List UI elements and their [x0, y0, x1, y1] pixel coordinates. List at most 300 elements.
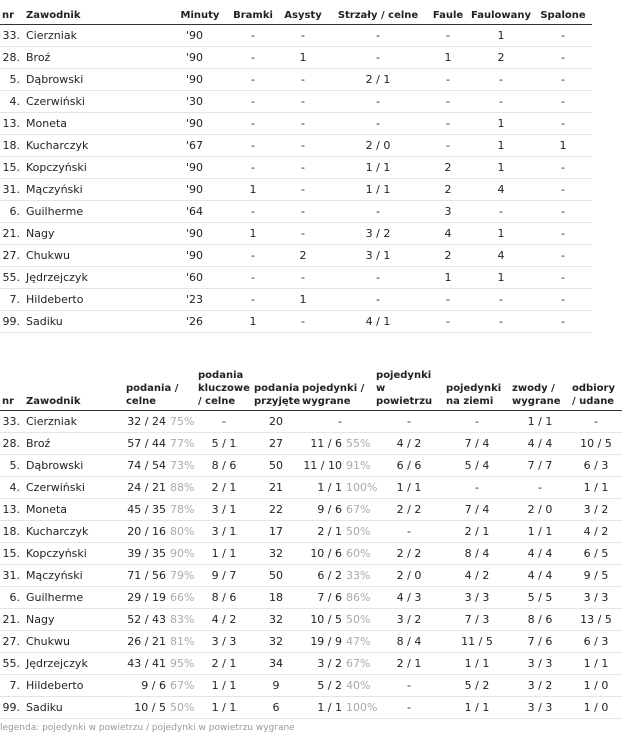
- table-cell: 5 / 4: [444, 455, 510, 477]
- table-cell: 39 / 35: [124, 543, 168, 565]
- table-cell: 3 / 3: [570, 587, 622, 609]
- table-row: [0, 113, 592, 135]
- table-cell: -: [278, 267, 328, 289]
- table-cell: -: [228, 25, 278, 47]
- table-cell: 13.: [0, 499, 24, 521]
- table-cell: -: [228, 69, 278, 91]
- table-cell: 43 / 41: [124, 653, 168, 675]
- table-cell: 29 / 19: [124, 587, 168, 609]
- table-cell: 6: [252, 697, 300, 719]
- table-cell: 5.: [0, 69, 24, 91]
- table-cell: -: [228, 113, 278, 135]
- table-row: [0, 411, 622, 433]
- table-cell: -: [328, 25, 428, 47]
- table-row: [0, 565, 622, 587]
- table-cell: 1 / 0: [570, 697, 622, 719]
- table-cell: -: [428, 25, 468, 47]
- col-header: Bramki: [228, 0, 278, 25]
- col-header: Minuty: [172, 0, 228, 25]
- table-cell: 1 / 1: [570, 653, 622, 675]
- table-cell: 7 / 7: [510, 455, 570, 477]
- table-cell: Kucharczyk: [24, 135, 172, 157]
- table-cell: '90: [172, 157, 228, 179]
- percent-cell: 100%: [344, 477, 374, 499]
- table-cell: 74 / 54: [124, 455, 168, 477]
- table-row: [0, 25, 592, 47]
- table-header-row: [0, 0, 592, 25]
- table-cell: Hildeberto: [24, 289, 172, 311]
- table-cell: '90: [172, 69, 228, 91]
- table-cell: 6 / 6: [374, 455, 444, 477]
- table-cell: -: [428, 311, 468, 333]
- col-header: Zawodnik: [24, 0, 172, 25]
- table-row: [0, 267, 592, 289]
- table-cell: Kopczyński: [24, 157, 172, 179]
- table-cell: 4 / 4: [510, 565, 570, 587]
- table-cell: 1: [534, 135, 592, 157]
- table-cell: 8 / 6: [196, 587, 252, 609]
- table-cell: 45 / 35: [124, 499, 168, 521]
- table-row: [0, 91, 592, 113]
- percent-cell: 91%: [344, 455, 374, 477]
- table-cell: -: [278, 69, 328, 91]
- table-cell: '23: [172, 289, 228, 311]
- table-row: [0, 69, 592, 91]
- table-row: [0, 179, 592, 201]
- table-row: [0, 587, 622, 609]
- table-row: [0, 433, 622, 455]
- table-cell: 18: [252, 587, 300, 609]
- table-cell: 1: [278, 289, 328, 311]
- table-cell: 1 / 1: [444, 697, 510, 719]
- table-cell: 28.: [0, 47, 24, 69]
- table-cell: 7 / 4: [444, 433, 510, 455]
- percent-cell: 86%: [344, 587, 374, 609]
- table-cell: 2 / 2: [374, 499, 444, 521]
- table-cell: 1: [278, 47, 328, 69]
- table-cell: 32: [252, 609, 300, 631]
- table-cell: Kopczyński: [24, 543, 124, 565]
- table-row: [0, 245, 592, 267]
- table-cell: -: [278, 25, 328, 47]
- percent-cell: 81%: [168, 631, 196, 653]
- table-cell: -: [228, 91, 278, 113]
- table-cell: 10 / 5: [300, 609, 344, 631]
- table-cell: -: [534, 267, 592, 289]
- table-cell: Mączyński: [24, 179, 172, 201]
- table-cell: Cierzniak: [24, 411, 124, 433]
- table-cell: '30: [172, 91, 228, 113]
- legend-note: legenda: pojedynki w powietrzu / pojedynki w powietrzu wygrane: [0, 723, 295, 733]
- table-cell: 55.: [0, 267, 24, 289]
- table-cell: -: [278, 91, 328, 113]
- table-row: [0, 631, 622, 653]
- table-cell: 6 / 3: [570, 455, 622, 477]
- table-cell: -: [328, 47, 428, 69]
- table-cell: 5 / 2: [300, 675, 344, 697]
- table-cell: 15.: [0, 157, 24, 179]
- table-cell: 1 / 1: [510, 521, 570, 543]
- table-cell: 32: [252, 631, 300, 653]
- table-cell: Dąbrowski: [24, 69, 172, 91]
- col-header: zwody / wygrane: [510, 362, 570, 411]
- table-cell: -: [228, 135, 278, 157]
- table-cell: -: [278, 157, 328, 179]
- table-cell: 4 / 3: [374, 587, 444, 609]
- percent-cell: 50%: [344, 521, 374, 543]
- table-cell: 27.: [0, 631, 24, 653]
- table-row: [0, 157, 592, 179]
- table-cell: -: [428, 135, 468, 157]
- table-cell: 33.: [0, 411, 24, 433]
- table-cell: 20: [252, 411, 300, 433]
- table-cell: -: [534, 311, 592, 333]
- table-cell: -: [428, 289, 468, 311]
- percent-cell: 60%: [344, 543, 374, 565]
- table-cell: -: [534, 157, 592, 179]
- table-cell: 2 / 2: [374, 543, 444, 565]
- table-cell: 2 / 1: [328, 69, 428, 91]
- table-cell: -: [468, 201, 534, 223]
- table-row: [0, 455, 622, 477]
- table-cell: '64: [172, 201, 228, 223]
- table-row: [0, 653, 622, 675]
- table-cell: 4 / 2: [374, 433, 444, 455]
- table-cell: 1 / 1: [374, 477, 444, 499]
- table-cell: 6.: [0, 587, 24, 609]
- table-cell: 1 / 0: [570, 675, 622, 697]
- table-row: [0, 201, 592, 223]
- table-cell: 4 / 4: [510, 543, 570, 565]
- col-header: odbiory / udane: [570, 362, 622, 411]
- table-cell: -: [428, 113, 468, 135]
- table-cell: 10 / 5: [124, 697, 168, 719]
- table-cell: 1: [228, 311, 278, 333]
- table-cell: 18.: [0, 135, 24, 157]
- percent-cell: 79%: [168, 565, 196, 587]
- table-cell: 57 / 44: [124, 433, 168, 455]
- table-cell: -: [328, 201, 428, 223]
- table-cell: 4 / 2: [444, 565, 510, 587]
- table-cell: '90: [172, 223, 228, 245]
- table-cell: -: [534, 223, 592, 245]
- table-cell: 1 / 1: [196, 697, 252, 719]
- table-row: [0, 289, 592, 311]
- table-cell: 1: [468, 113, 534, 135]
- table-cell: '90: [172, 179, 228, 201]
- table-row: [0, 697, 622, 719]
- table-cell: 8 / 4: [374, 631, 444, 653]
- table-cell: 99.: [0, 697, 24, 719]
- table-cell: -: [328, 289, 428, 311]
- table-cell: -: [428, 69, 468, 91]
- table-cell: 4.: [0, 477, 24, 499]
- table-cell: 3 / 1: [328, 245, 428, 267]
- col-header: Faulowany: [468, 0, 534, 25]
- table-cell: 6.: [0, 201, 24, 223]
- table-cell: Kucharczyk: [24, 521, 124, 543]
- col-header: Faule: [428, 0, 468, 25]
- table-cell: 21.: [0, 223, 24, 245]
- table-cell: 2 / 1: [300, 521, 344, 543]
- col-header: Spalone: [534, 0, 592, 25]
- table-cell: 7 / 6: [300, 587, 344, 609]
- table-cell: Czerwiński: [24, 477, 124, 499]
- table-cell: 1: [428, 267, 468, 289]
- table-header-row: [0, 362, 622, 411]
- table-cell: -: [534, 113, 592, 135]
- table-cell: 9 / 7: [196, 565, 252, 587]
- percent-cell: 50%: [168, 697, 196, 719]
- table-row: [0, 675, 622, 697]
- table-cell: -: [228, 245, 278, 267]
- table-row: [0, 311, 592, 333]
- table-cell: -: [534, 179, 592, 201]
- table-cell: 3 / 3: [196, 631, 252, 653]
- table-cell: 1 / 1: [444, 653, 510, 675]
- table-cell: -: [278, 223, 328, 245]
- col-header: Zawodnik: [24, 362, 124, 411]
- table-cell: 52 / 43: [124, 609, 168, 631]
- table-cell: 21: [252, 477, 300, 499]
- table-row: [0, 477, 622, 499]
- table-cell: Nagy: [24, 609, 124, 631]
- table-cell: -: [278, 201, 328, 223]
- table-cell: -: [328, 91, 428, 113]
- percent-cell: 88%: [168, 477, 196, 499]
- table-cell: 8 / 6: [196, 455, 252, 477]
- table-cell: Dąbrowski: [24, 455, 124, 477]
- table-cell: 4.: [0, 91, 24, 113]
- table-cell: Chukwu: [24, 631, 124, 653]
- table-cell: 1: [468, 157, 534, 179]
- table-cell: 4 / 2: [570, 521, 622, 543]
- table-cell: 7.: [0, 289, 24, 311]
- col-header: pojedynki na ziemi: [444, 362, 510, 411]
- table-cell: 2 / 0: [510, 499, 570, 521]
- percent-cell: 50%: [344, 609, 374, 631]
- table-cell: Hildeberto: [24, 675, 124, 697]
- table-cell: 21.: [0, 609, 24, 631]
- table-cell: 2 / 0: [328, 135, 428, 157]
- percent-cell: 55%: [344, 433, 374, 455]
- table-cell: 1 / 1: [300, 477, 344, 499]
- table-cell: 1: [468, 135, 534, 157]
- table-cell: -: [468, 289, 534, 311]
- table-cell: 32: [252, 543, 300, 565]
- percent-cell: 80%: [168, 521, 196, 543]
- table-cell: 9 / 6: [300, 499, 344, 521]
- table-cell: 28.: [0, 433, 24, 455]
- table-cell: 5.: [0, 455, 24, 477]
- percent-cell: 66%: [168, 587, 196, 609]
- table-cell: -: [534, 69, 592, 91]
- table-cell: 2 / 1: [196, 477, 252, 499]
- table-cell: 3: [428, 201, 468, 223]
- percent-cell: 75%: [168, 411, 196, 433]
- table-cell: 7 / 3: [444, 609, 510, 631]
- table-cell: 13.: [0, 113, 24, 135]
- table-cell: -: [468, 91, 534, 113]
- table-cell: Cierzniak: [24, 25, 172, 47]
- col-header: Asysty: [278, 0, 328, 25]
- table-cell: 3 / 1: [196, 499, 252, 521]
- table-cell: 24 / 21: [124, 477, 168, 499]
- table-cell: 3 / 3: [444, 587, 510, 609]
- table-cell: 1 / 1: [196, 543, 252, 565]
- table-cell: -: [468, 311, 534, 333]
- table-cell: 2: [428, 179, 468, 201]
- table-cell: 4 / 1: [328, 311, 428, 333]
- table-cell: 3 / 2: [328, 223, 428, 245]
- table-cell: -: [534, 47, 592, 69]
- percent-cell: 78%: [168, 499, 196, 521]
- table-cell: Moneta: [24, 113, 172, 135]
- table-cell: Jędrzejczyk: [24, 267, 172, 289]
- table-cell: 50: [252, 565, 300, 587]
- table-cell: -: [468, 69, 534, 91]
- percent-cell: 47%: [344, 631, 374, 653]
- percent-cell: 100%: [344, 697, 374, 719]
- table-cell: Chukwu: [24, 245, 172, 267]
- table-cell: -: [534, 91, 592, 113]
- table-row: [0, 223, 592, 245]
- table-cell: 71 / 56: [124, 565, 168, 587]
- table-cell: -: [510, 477, 570, 499]
- table-cell: 1: [468, 223, 534, 245]
- table-cell: 1: [228, 223, 278, 245]
- table-cell: '26: [172, 311, 228, 333]
- table-cell: Sadiku: [24, 697, 124, 719]
- table-cell: 5 / 2: [444, 675, 510, 697]
- table-cell: 19 / 9: [300, 631, 344, 653]
- table-cell: 9 / 5: [570, 565, 622, 587]
- table-cell: 6 / 3: [570, 631, 622, 653]
- col-header: Strzały / celne: [328, 0, 428, 25]
- table-cell: 1 / 1: [570, 477, 622, 499]
- table-cell: 2: [468, 47, 534, 69]
- table-cell: 6 / 2: [300, 565, 344, 587]
- table-row: [0, 135, 592, 157]
- table-cell: 5 / 5: [510, 587, 570, 609]
- table-cell: -: [534, 289, 592, 311]
- percent-cell: 67%: [344, 499, 374, 521]
- table-cell: -: [300, 411, 344, 433]
- table-cell: 11 / 5: [444, 631, 510, 653]
- table-cell: 32 / 24: [124, 411, 168, 433]
- table-cell: -: [374, 697, 444, 719]
- table-cell: 3 / 3: [510, 653, 570, 675]
- table-cell: Mączyński: [24, 565, 124, 587]
- table-cell: 1 / 1: [196, 675, 252, 697]
- table-cell: 5 / 1: [196, 433, 252, 455]
- table-cell: 10 / 5: [570, 433, 622, 455]
- table-cell: 6 / 5: [570, 543, 622, 565]
- percent-cell: 77%: [168, 433, 196, 455]
- table-cell: -: [374, 675, 444, 697]
- table-cell: Guilherme: [24, 201, 172, 223]
- table-cell: 3 / 2: [510, 675, 570, 697]
- col-header: pojedynki / wygrane: [300, 362, 374, 411]
- table-row: [0, 47, 592, 69]
- percent-cell: [344, 411, 374, 433]
- table-row: [0, 499, 622, 521]
- table-cell: -: [228, 47, 278, 69]
- table-cell: -: [278, 135, 328, 157]
- table-cell: 10 / 6: [300, 543, 344, 565]
- percent-cell: 67%: [344, 653, 374, 675]
- table-cell: Broź: [24, 47, 172, 69]
- table-cell: 3 / 2: [374, 609, 444, 631]
- table-cell: 99.: [0, 311, 24, 333]
- table-cell: '90: [172, 47, 228, 69]
- table-cell: '90: [172, 113, 228, 135]
- table-cell: 7 / 4: [444, 499, 510, 521]
- table-cell: -: [534, 245, 592, 267]
- table-cell: 7 / 6: [510, 631, 570, 653]
- table-cell: 27.: [0, 245, 24, 267]
- table-cell: 1 / 1: [328, 179, 428, 201]
- table-cell: '67: [172, 135, 228, 157]
- table-cell: '60: [172, 267, 228, 289]
- table-cell: -: [570, 411, 622, 433]
- player-passing-duels-table: [0, 362, 622, 719]
- table-cell: -: [444, 477, 510, 499]
- table-row: [0, 543, 622, 565]
- percent-cell: 67%: [168, 675, 196, 697]
- table-cell: 4: [468, 245, 534, 267]
- percent-cell: 83%: [168, 609, 196, 631]
- table-cell: Jędrzejczyk: [24, 653, 124, 675]
- table-cell: 13 / 5: [570, 609, 622, 631]
- percent-cell: 95%: [168, 653, 196, 675]
- table-cell: 27: [252, 433, 300, 455]
- table-cell: -: [228, 201, 278, 223]
- table-cell: 15.: [0, 543, 24, 565]
- table-cell: 11 / 6: [300, 433, 344, 455]
- table-cell: -: [328, 267, 428, 289]
- table-cell: Sadiku: [24, 311, 172, 333]
- table-cell: 20 / 16: [124, 521, 168, 543]
- table-cell: -: [428, 91, 468, 113]
- table-cell: -: [444, 411, 510, 433]
- table-cell: 1: [468, 25, 534, 47]
- table-cell: 4 / 2: [196, 609, 252, 631]
- table-cell: 1 / 1: [510, 411, 570, 433]
- table-cell: 34: [252, 653, 300, 675]
- table-cell: -: [534, 201, 592, 223]
- table-cell: -: [228, 157, 278, 179]
- col-header: pojedynki w powietrzu: [374, 362, 444, 411]
- table-cell: 3 / 2: [300, 653, 344, 675]
- table-cell: 7.: [0, 675, 24, 697]
- table-cell: Czerwiński: [24, 91, 172, 113]
- table-cell: 3 / 3: [510, 697, 570, 719]
- table-cell: 4: [468, 179, 534, 201]
- table-cell: 3 / 1: [196, 521, 252, 543]
- table-cell: 1: [468, 267, 534, 289]
- table-cell: -: [374, 411, 444, 433]
- percent-cell: 33%: [344, 565, 374, 587]
- table-cell: Nagy: [24, 223, 172, 245]
- table-cell: 31.: [0, 565, 24, 587]
- table-cell: 4: [428, 223, 468, 245]
- table-cell: 11 / 10: [300, 455, 344, 477]
- table-cell: Moneta: [24, 499, 124, 521]
- table-cell: 2: [428, 245, 468, 267]
- table-row: [0, 609, 622, 631]
- table-cell: -: [228, 267, 278, 289]
